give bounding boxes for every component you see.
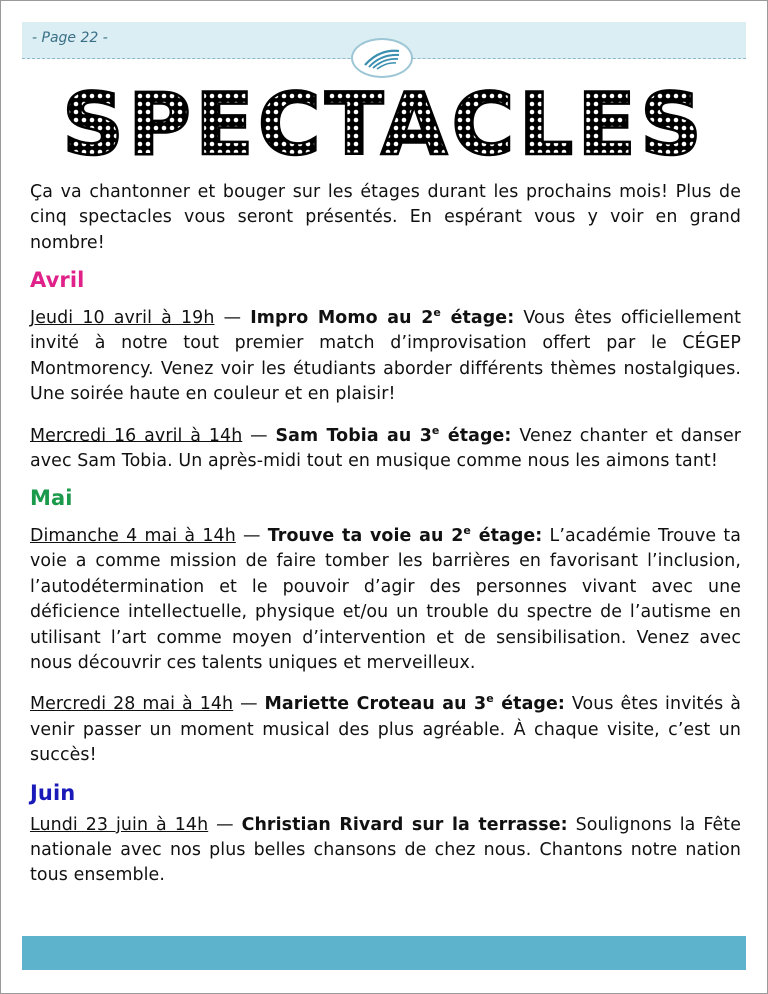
event-dash: — — [208, 814, 242, 835]
event-description: Vous êtes officiellement invité à notre tout premier match d’improvisation offert par le CÉGEP Montmorency. Venez voir les étudiants aborder différents thèmes nostalgiques. Une soirée haute en couleur et en plaisir! — [30, 308, 741, 405]
month-heading: Juin — [30, 780, 76, 805]
event-dash: — — [235, 526, 268, 547]
event-description: Soulignons la Fête nationale avec nos plus belles chansons de chez nous. Chantons notre nation tous ensemble. — [30, 814, 741, 886]
event-title-superscript: e — [433, 306, 441, 320]
event-title-superscript: e — [463, 524, 471, 538]
event-date: Dimanche 4 mai à 14h — [30, 526, 236, 547]
event-description: L’académie Trouve ta voie a comme mission de faire tomber les barrières en favorisant l’inclusion, l’autodétermination et le pouvoir d’agir des personnes vivant avec une déficience intellectuelle, physique et/ou un trouble du spectre de l’autisme en utilisant l’art comme moyen d’intervention et de sensibilisation. Venez avec nous découvrir ces talents uniques et merveilleux. — [30, 526, 741, 674]
event-paragraph — [30, 418, 741, 475]
event-title: Trouve ta voie au 2 — [267, 526, 464, 547]
event-title-end: étage: — [439, 425, 512, 446]
event-dash: — — [233, 694, 265, 715]
event-title-superscript: e — [431, 423, 440, 437]
page-title — [0, 84, 768, 164]
event-dash: — — [214, 308, 251, 329]
event-description: Vous êtes invités à venir passer un moment musical des plus agréable. À chaque visite, c’est un succès! — [30, 694, 741, 766]
event-title-end: étage: — [470, 526, 543, 547]
article-body — [30, 180, 741, 899]
event-title: Christian Rivard sur la terrasse: — [241, 814, 568, 835]
logo-swirl-icon — [361, 45, 403, 71]
intro-paragraph: Ça va chantonner et bouger sur les étages durant les prochains mois! Plus de cinq spectacles vous seront présentés. En espérant vous y voir en grand nombre! — [30, 182, 741, 253]
event-title-end: étage: — [493, 694, 565, 715]
event-paragraph — [30, 813, 741, 889]
footer-band — [22, 936, 746, 970]
page-number: - Page 22 - — [32, 30, 108, 46]
month-heading: Avril — [30, 268, 85, 293]
month-heading: Mai — [30, 486, 73, 511]
event-date: Mercredi 16 avril à 14h — [30, 425, 243, 446]
event-date: Mercredi 28 mai à 14h — [30, 694, 234, 715]
title-text: SPECTACLES — [62, 84, 706, 164]
event-paragraph — [30, 300, 741, 407]
event-title: Sam Tobia au 3 — [275, 425, 432, 446]
logo — [351, 38, 413, 78]
event-title: Mariette Croteau au 3 — [264, 694, 487, 715]
event-description: Venez chanter et danser avec Sam Tobia. Un après-midi tout en musique comme nous les aimons tant! — [30, 425, 742, 471]
event-paragraph — [30, 686, 741, 768]
event-paragraph — [30, 518, 741, 676]
event-title: Impro Momo au 2 — [250, 308, 434, 329]
event-date: Jeudi 10 avril à 19h — [30, 308, 215, 329]
event-title-superscript: e — [486, 692, 494, 706]
event-dash: — — [242, 425, 276, 446]
event-title-end: étage: — [440, 308, 515, 329]
sections — [30, 266, 741, 889]
event-date: Lundi 23 juin à 14h — [30, 814, 209, 835]
